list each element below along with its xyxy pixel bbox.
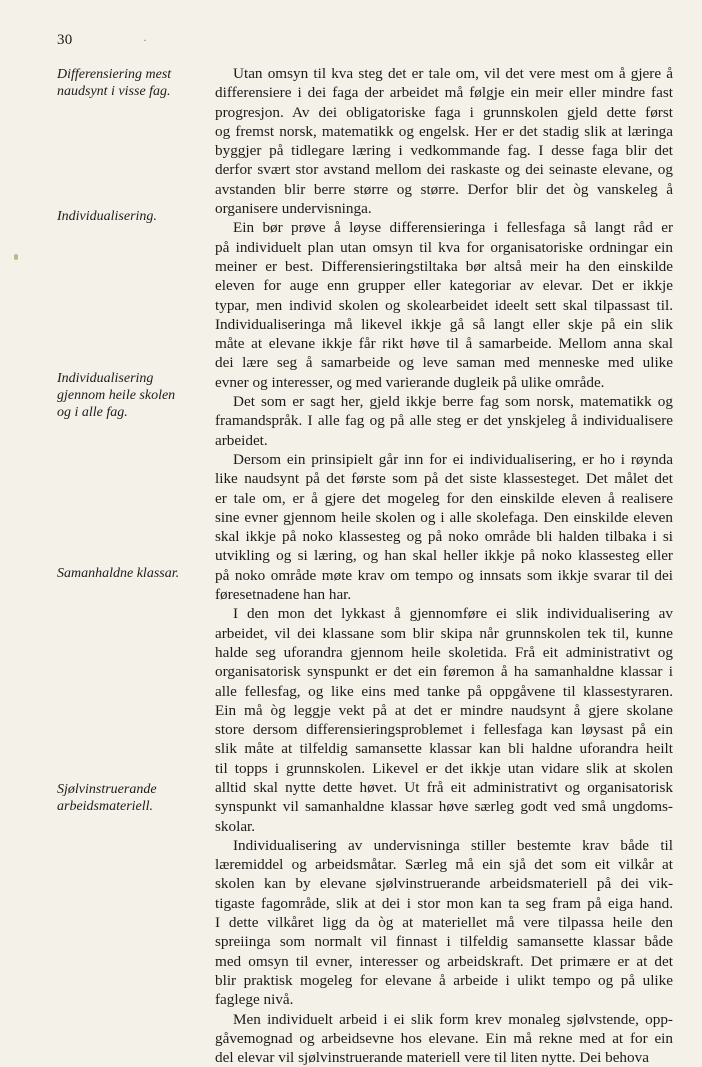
margin-note-line: naudsynt i visse fag. [57,84,171,99]
body-text [215,64,673,1067]
text-line: Individualisering av undervisninga stiller bestemte krav både til [233,836,673,854]
margin-note [57,66,207,100]
text-line: på individuelt plan utan omsyn til kva for organisatoriske ordningar ein [215,238,673,256]
text-line: synspunkt vil samanhaldne klassar høve særleg godt ved små ungdoms- [215,798,673,816]
text-line: eleven for auge enn grupper eller kategoriar av elevar. Det er ikkje [215,277,673,295]
text-line: på noko område møte krav om tempo og innsats som ikkje svarar til dei [215,566,673,584]
text-line: slik måte at tilfeldig samansette klassar kan bli haldne uforandra heilt [215,740,673,758]
margin-note [57,208,207,225]
text-line: alle fellesfag, og like eins med tanke på oppgåvene til klassestyraren. [215,682,673,700]
text-line: arbeidet, vil dei klassane som blir skipa når grunnskolen tek til, kunne [215,624,673,642]
page-number: 30 [57,32,73,48]
text-line: organisere undervisninga. [215,200,372,218]
paragraph [215,604,673,836]
margin-note-line: arbeidsmateriell. [57,799,154,814]
text-line: spreiinga som normalt vil finnast i tilfeldig samansette klassar både [215,933,673,951]
print-dot: · [143,33,147,47]
text-line: arbeidet. [215,431,268,449]
text-line: med omsyn til evner, interesser og arbeidskraft. Det primære er at det [215,952,673,970]
text-line: Ein bør prøve å løyse differensieringa i fellesfaga så langt råd er [233,219,673,237]
paragraph [215,218,673,392]
paragraph [215,392,673,450]
text-line: og fremst norsk, matematikk og engelsk. Her er det stadig slik at læringa [215,122,673,140]
text-line: er tale om, er å gjere det mogeleg for den einskilde eleven å realisere [215,489,673,507]
margin-note [57,565,207,582]
text-line: utvikling og si læring, og han skal heller ikkje på noko klassesteg eller [215,547,673,565]
text-line: avstanden blir berre større og større. Derfor blir det òg vanskeleg å [215,180,673,198]
text-line: dei lære seg å samarbeide og leve saman med menneske med ulike [215,354,673,372]
text-line: meiner er best. Differensieringstiltaka bør altså meir ha den einskilde [215,257,673,275]
text-line: halde seg uforandra gjennom heile skoletida. Frå eit administrativt og [215,643,673,661]
text-line: byggjer på tidlegare læring i vedkommande fag. I desse faga blir det [215,142,673,160]
margin-note-line: Samanhaldne klassar. [57,566,180,581]
margin-note-line: Sjølvinstruerande [57,782,157,797]
text-line: blir praktisk mogeleg for elevane å arbeide i ulikt tempo og på ulike [215,971,673,989]
margin-note-line: Individualisering. [57,209,157,224]
text-line: tigaste fagområde, slik at dei i stor mon kan ta seg fram på eiga hand. [215,894,673,912]
text-line: evner og interesser, og med varierande dugleik på ulike område. [215,373,605,391]
margin-note [57,370,207,421]
paragraph [215,450,673,604]
text-line: Dersom ein prinsipielt går inn for ei individualisering, er ho i røynda [233,450,673,468]
text-line: like naudsynt på det første som på det siste klassesteget. Det målet det [215,470,673,488]
text-line: Utan omsyn til kva steg det er tale om, vil det vere mest om å gjere å [233,65,673,82]
margin-note-line: og i alle fag. [57,405,128,420]
text-line: framandspråk. I alle fag og på alle steg er det ynskjeleg å individualisere [215,412,673,430]
text-line: progresjon. Av dei obligatoriske faga i grunnskolen gjeld dette først [215,103,673,121]
margin-note [57,781,207,815]
text-line: sine evner gjennom heile skolen og i alle skolefaga. Den einskilde eleven [215,508,673,526]
text-line: til topps i grunnskolen. Likevel er det ikkje utan vidare slik at skolen [215,759,673,777]
text-line: typar, men individ skolen og skolearbeidet ideelt sett skal tilpassast til. [215,296,673,314]
margin-note-line: gjennom heile skolen [57,388,176,403]
margin-note-line: Individualisering [57,371,154,386]
margin-note-line: Differensiering mest [57,67,172,82]
paragraph [215,836,673,1010]
paragraph [215,64,673,218]
text-line: gåvemognad og arbeidsevne hos elevane. Ein må rekne med at for ein [215,1029,673,1047]
text-line: Men individuelt arbeid i ei slik form krev monaleg sjølvstende, opp- [233,1010,673,1028]
text-line: organisatorisk synspunkt er det ein føremon å ha samanhaldne klassar i [215,663,673,681]
text-line: føresetnadene han har. [215,586,352,604]
text-line: læremiddel og arbeidsmåtar. Særleg må ein sjå det som eit vilkår at [215,856,673,874]
text-line: skolar. [215,817,256,835]
text-line: Det som er sagt her, gjeld ikkje berre fag som norsk, matematikk og [233,393,673,411]
text-line: del elevar vil sjølvinstruerande materiell vere til liten nytte. Dei behova [215,1049,649,1067]
paragraph [215,1010,673,1067]
text-line: differensiere i dei faga der arbeidet må følgje ein meir eller mindre fast [215,84,673,102]
text-line: alltid skal nytte dette høvet. Ut frå eit administrativt og organisatorisk [215,778,673,796]
text-line: store dersom differensieringsproblemet i fellesfaga kan løysast på ein [215,721,673,739]
text-line: skal ikkje på noko klassesteg og på noko område bli halden tilbaka i si [215,528,673,546]
text-line: Individualiseringa må likevel ikkje gå så langt eller skje på ein slik [215,315,673,333]
text-line: Ein må òg leggje vekt på at det er mindre naudsynt å gjere skolane [215,701,673,719]
text-line: derfor svært stor avstand mellom dei raskaste og dei seinaste elevane, og [215,161,673,179]
paper-speck [14,254,18,260]
text-line: I den mon det lykkast å gjennomføre ei slik individualisering av [233,605,673,623]
text-line: faglege nivå. [215,991,294,1009]
text-line: I dette vilkåret ligg da òg at materiellet må vere tilpassa heile den [215,914,673,932]
text-line: måte at elevane ikkje får rikt høve til å samarbeide. Mellom anna skal [215,335,673,353]
text-line: skolen kan by elevane sjølvinstruerande arbeidsmateriell på dei vik- [215,875,673,893]
